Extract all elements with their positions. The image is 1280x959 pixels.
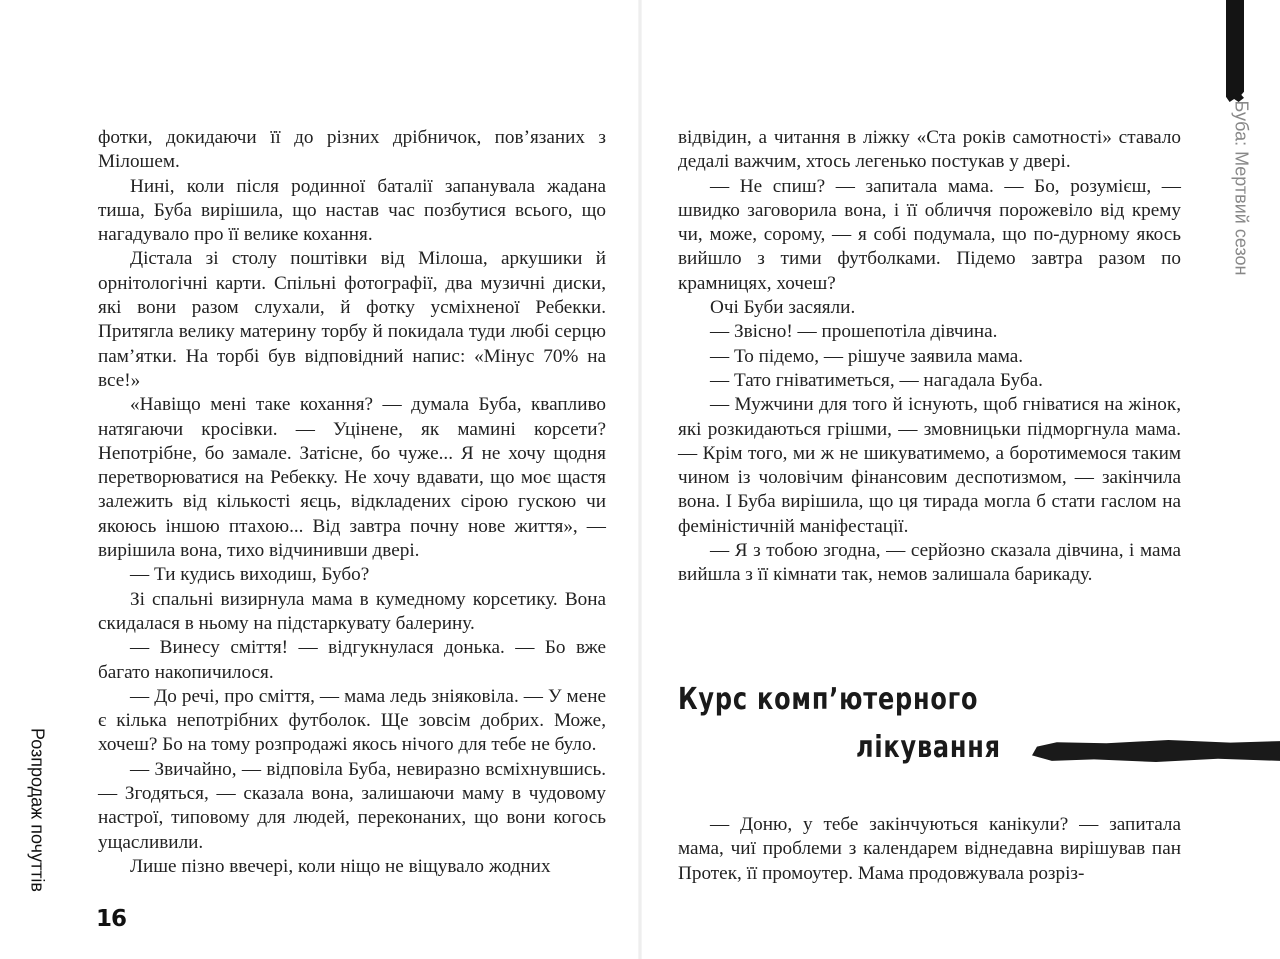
running-title-text: Буба: Мертвий сезон <box>1231 100 1252 276</box>
chapter-text <box>678 813 1181 886</box>
left-page-text <box>98 126 606 879</box>
paragraph: — Доню, у тебе закінчуються канікули? — запитала мама, чиї проблеми з календарем віднедавна вирішував пан Протек, її промоутер. Мама продовжувала розріз- <box>678 814 1181 884</box>
paragraph: — Звісно! — прошепотіла дівчина. <box>710 321 998 343</box>
paragraph: Дістала зі столу поштівки від Мілоша, аркушики й орнітологічні карти. Спільні фотографії, два музичні диски, які вони разом слухали, й фотку усміхненої Ребекки. Притягла велику материну торбу й покидала туди любі серцю пам’ятки. На торбі був відповідний напис: «Мінус 70% на все!» <box>98 248 606 391</box>
paragraph: — Не спиш? — запитала мама. — Бо, розумієш, — швидко заговорила вона, і її обличчя порожевіло від крему чи, може, сорому, — я собі подумала, що по-дурному якось вийшло з тими футболками. Підемо завтра разом по крамницях, хочеш? <box>678 175 1181 294</box>
paragraph: — Я з тобою згодна, — серйозно сказала дівчина, і мама вийшла з її кімнати так, немов залишала барикаду. <box>678 540 1181 586</box>
right-page-text <box>678 126 1181 588</box>
right-running-title <box>1226 100 1256 276</box>
decorative-bar <box>1226 0 1244 102</box>
paragraph: — Мужчини для того й існують, щоб гніватися на жінок, які розкидаються грішми, — змовницьки підморгнула мама. — Крім того, ми ж не шикуватимемо, а боротимемося таким чином із чоловічим фінансовим деспотизмом, — закінчила вона. І Буба вирішила, що ця тирада могла б стати гаслом на феміністичній маніфестації. <box>678 394 1181 537</box>
page-number: 16 <box>96 906 127 932</box>
paragraph: — Винесу сміття! — відгукнулася донька. — Бо вже багато накопичилося. <box>98 637 606 683</box>
paragraph: — Звичайно, — відповіла Буба, невиразно всміхнувшись. — Згодяться, — сказала вона, залишаючи маму в чудовому настрої, типовому для людей, переконаних, що вони когось ущасливили. <box>98 758 606 853</box>
paragraph: Нині, коли після родинної баталії запанувала жадана тиша, Буба вирішила, що настав час позбутися всього, що нагадувало про її велике кохання. <box>98 175 606 246</box>
paragraph: відвідин, а читання в ліжку «Ста років самотності» ставало дедалі важчим, хтось легенько постукав у двері. <box>678 127 1181 173</box>
paragraph: — Ти кудись виходиш, Бубо? <box>130 564 370 586</box>
title-underline-bar <box>1032 740 1280 762</box>
paragraph: Зі спальні визирнула мама в кумедному корсетику. Вона скидалася в ньому на підстаркувату балерину. <box>98 588 606 634</box>
chapter-title-line-2: лікування <box>856 730 1001 765</box>
chapter-title-line-1: Курс комп’ютерного <box>678 682 979 717</box>
paragraph: Лише пізно ввечері, коли ніщо не віщувало жодних <box>130 855 551 877</box>
paragraph: — То підемо, — рішуче заявила мама. <box>710 345 1024 367</box>
left-running-title <box>22 728 52 892</box>
page-gutter <box>638 0 642 959</box>
paragraph: — До речі, про сміття, — мама ледь зніяковіла. — У мене є кілька непотрібних футболок. Ще зовсім добрих. Може, хочеш? Бо на тому розпродажі якось нічого для тебе не було. <box>98 685 606 756</box>
paragraph: «Навіщо мені таке кохання? — думала Буба, квапливо натягаючи кросівки. — Уціненe, як мамині корсети? Непотрібне, бо замале. Затісне, бо чуже... Я не хочу щодня перетворюватися на Ребекку. Не хочу вдавати, що моє щастя залежить від кількості яєць, відкладених сірою гускою чи якоюсь іншою птахою... Від завтра почну нове життя», — вирішила вона, тихо відчинивши двері. <box>98 394 606 562</box>
paragraph: Очі Буби засяяли. <box>710 297 856 319</box>
paragraph: фотки, докидаючи її до різних дрібничок, пов’язаних з Мілошем. <box>98 127 606 173</box>
paragraph: — Тато гніватиметься, — нагадала Буба. <box>710 369 1043 391</box>
running-title-text: Розпродаж почуттів <box>27 728 48 892</box>
